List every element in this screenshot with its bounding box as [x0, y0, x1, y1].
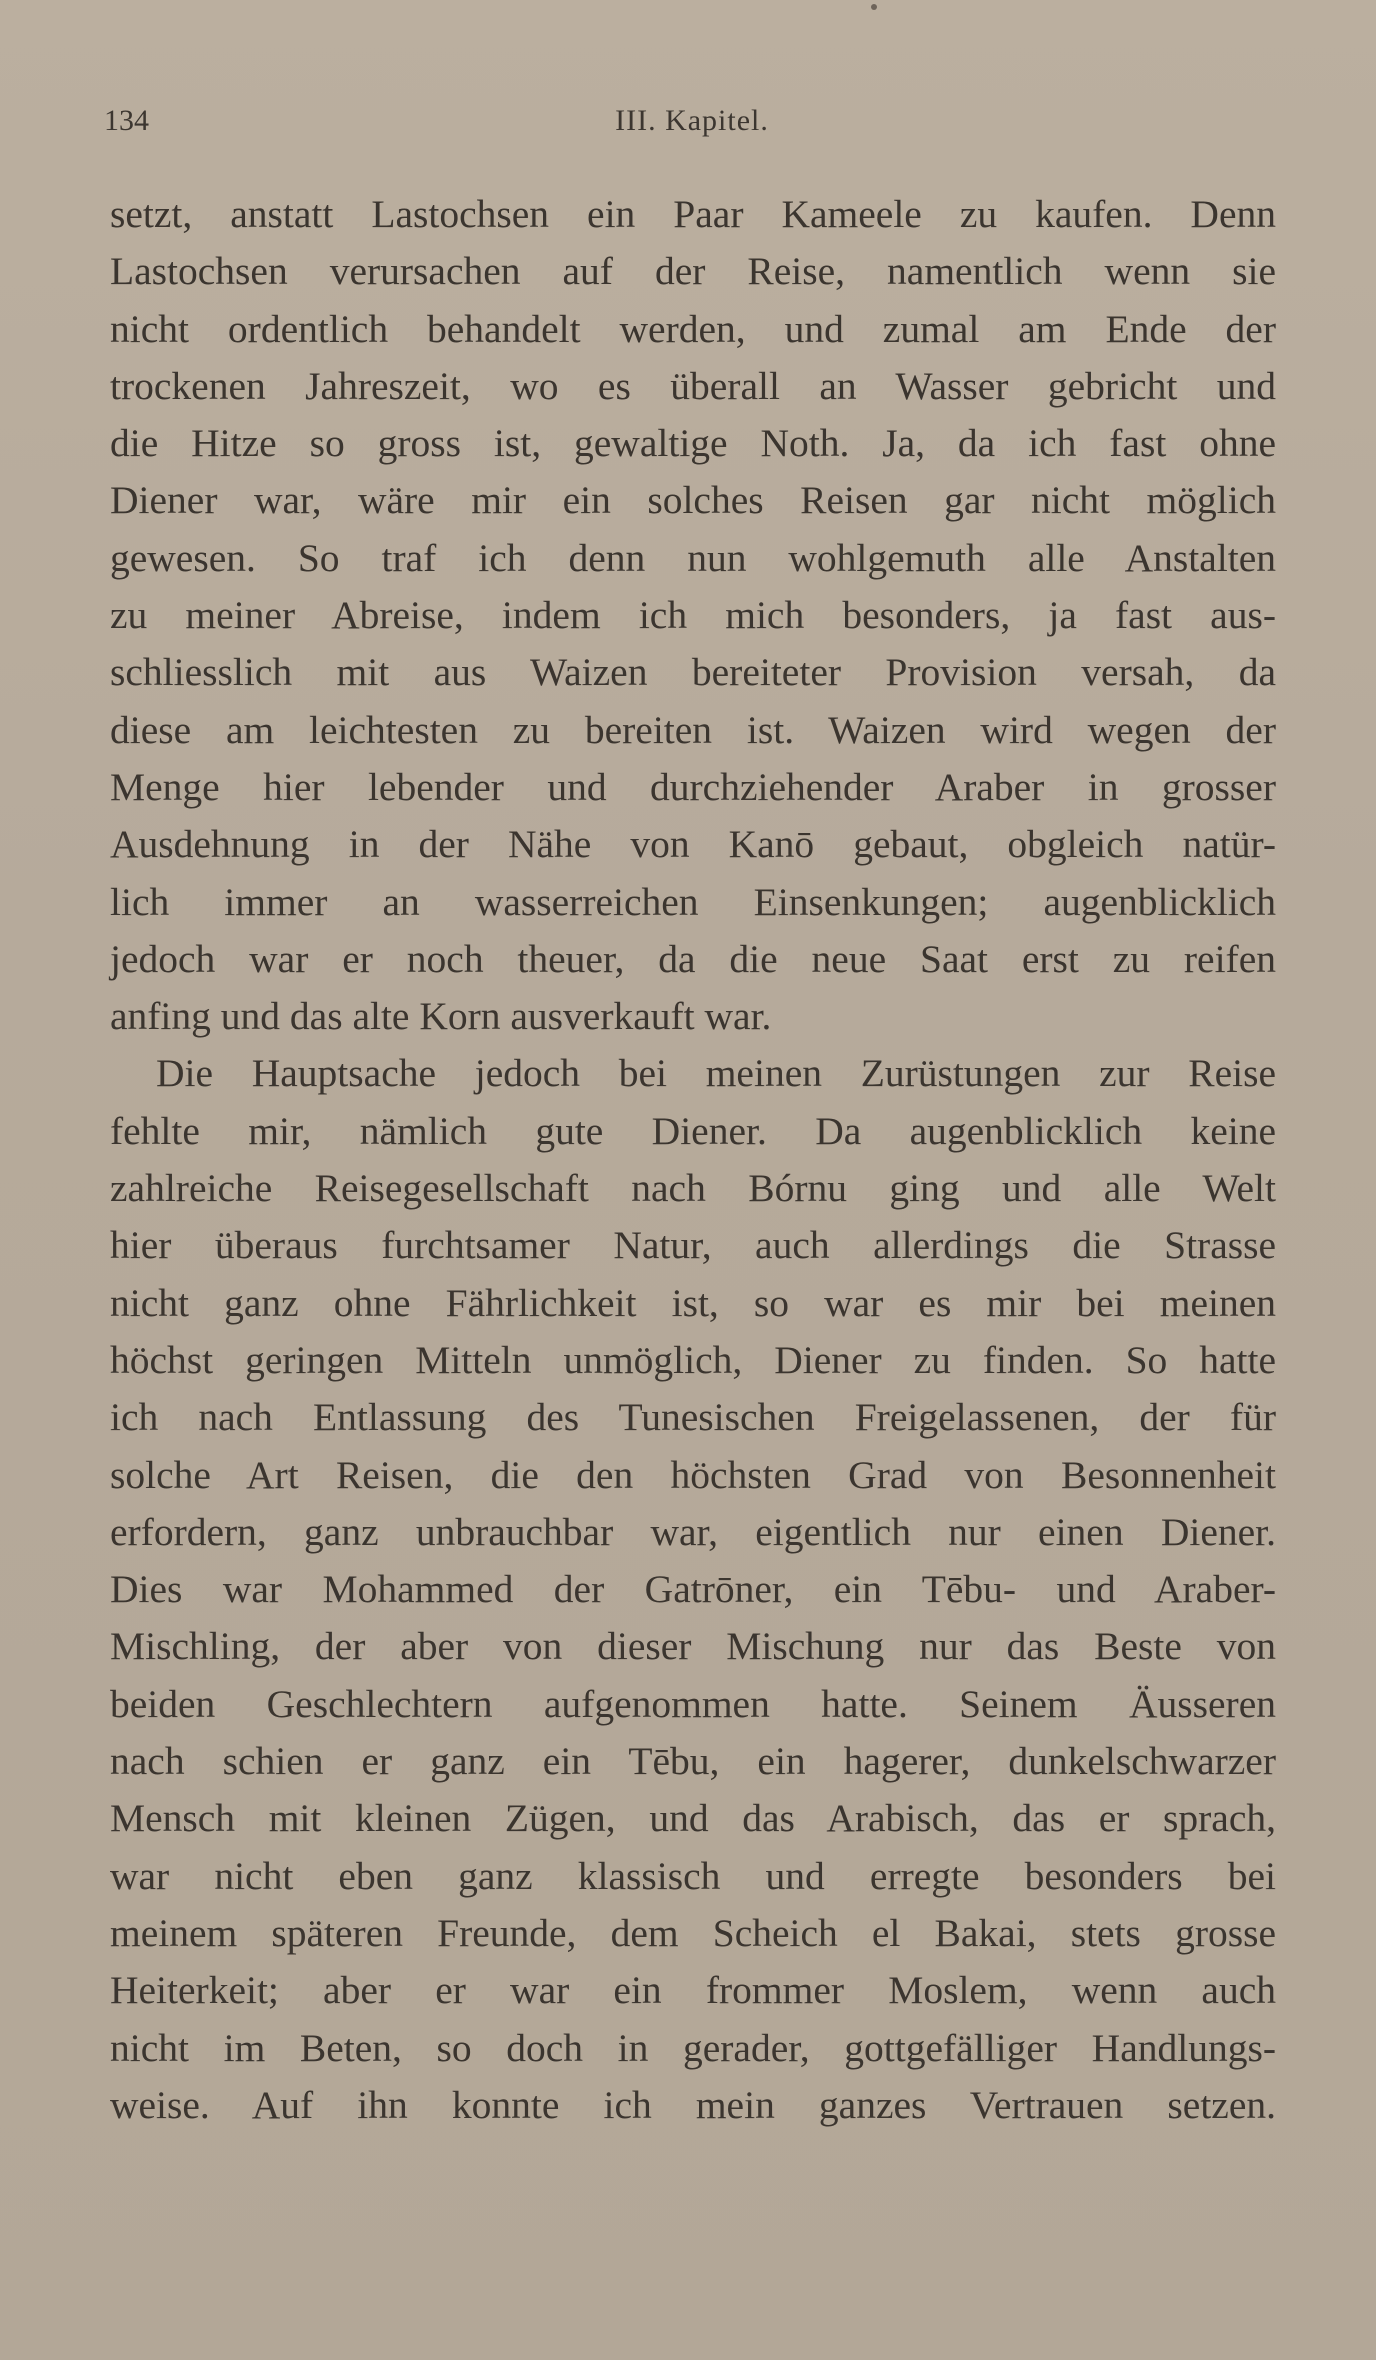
page-number: 134 — [104, 104, 149, 137]
text-line: höchst geringen Mitteln unmöglich, Diener zu finden. So hatte — [110, 1337, 1276, 1382]
text-line: Ausdehnung in der Nähe von Kanō gebaut, obgleich natür- — [110, 822, 1276, 867]
page-header — [104, 104, 1280, 148]
text-line: nach schien er ganz ein Tēbu, ein hagerer, dunkelschwarzer — [110, 1739, 1276, 1784]
text-line: hier überaus furchtsamer Natur, auch allerdings die Strasse — [110, 1223, 1276, 1268]
paragraph — [110, 186, 1276, 1045]
text-line: Lastochsen verursachen auf der Reise, namentlich wenn sie — [110, 249, 1276, 294]
text-line: nicht ganz ohne Fährlichkeit ist, so war es mir bei meinen — [110, 1280, 1276, 1325]
text-line: die Hitze so gross ist, gewaltige Noth. Ja, da ich fast ohne — [110, 421, 1276, 466]
paragraph — [110, 1045, 1276, 2134]
text-line: trockenen Jahreszeit, wo es überall an Wasser gebricht und — [110, 363, 1276, 408]
text-line: weise. Auf ihn konnte ich mein ganzes Vertrauen setzen. — [110, 2082, 1276, 2127]
text-line: Menge hier lebender und durchziehender Araber in grosser — [110, 764, 1276, 809]
text-line: anfing und das alte Korn ausverkauft war. — [110, 994, 772, 1039]
print-speck — [871, 4, 877, 10]
text-line: Mischling, der aber von dieser Mischung nur das Beste von — [110, 1624, 1276, 1669]
text-line: zahlreiche Reisegesellschaft nach Bórnu ging und alle Welt — [110, 1166, 1276, 1211]
text-line: diese am leichtesten zu bereiten ist. Waizen wird wegen der — [110, 707, 1276, 752]
text-line: Heiterkeit; aber er war ein frommer Moslem, wenn auch — [110, 1968, 1276, 2013]
text-line: nicht ordentlich behandelt werden, und zumal am Ende der — [110, 306, 1276, 351]
text-line: jedoch war er noch theuer, da die neue Saat erst zu reifen — [110, 936, 1276, 981]
text-line: gewesen. So traf ich denn nun wohlgemuth alle Anstalten — [110, 535, 1276, 580]
text-line: erfordern, ganz unbrauchbar war, eigentlich nur einen Diener. — [110, 1509, 1276, 1554]
text-line: nicht im Beten, so doch in gerader, gottgefälliger Handlungs- — [110, 2025, 1276, 2070]
text-line: ich nach Entlassung des Tunesischen Freigelassenen, der für — [110, 1395, 1276, 1440]
text-line: Mensch mit kleinen Zügen, und das Arabisch, das er sprach, — [110, 1796, 1276, 1841]
text-line: zu meiner Abreise, indem ich mich besonders, ja fast aus- — [110, 593, 1276, 638]
text-line: Die Hauptsache jedoch bei meinen Zurüstungen zur Reise — [156, 1051, 1276, 1096]
text-line: lich immer an wasserreichen Einsenkungen; augenblicklich — [110, 879, 1276, 924]
text-line: fehlte mir, nämlich gute Diener. Da augenblicklich keine — [110, 1108, 1276, 1153]
text-line: schliesslich mit aus Waizen bereiteter Provision versah, da — [110, 650, 1276, 695]
text-line: Dies war Mohammed der Gatrōner, ein Tēbu- und Araber- — [110, 1567, 1276, 1612]
text-line: beiden Geschlechtern aufgenommen hatte. Seinem Äusseren — [110, 1681, 1276, 1726]
text-line: war nicht eben ganz klassisch und erregte besonders bei — [110, 1853, 1276, 1898]
text-line: Diener war, wäre mir ein solches Reisen gar nicht möglich — [110, 478, 1276, 523]
text-line: solche Art Reisen, die den höchsten Grad von Besonnenheit — [110, 1452, 1276, 1497]
running-title: III. Kapitel. — [615, 104, 769, 137]
text-line: meinem späteren Freunde, dem Scheich el Bakai, stets grosse — [110, 1910, 1276, 1955]
text-line: setzt, anstatt Lastochsen ein Paar Kameele zu kaufen. Denn — [110, 192, 1276, 236]
text-body — [110, 186, 1276, 2134]
